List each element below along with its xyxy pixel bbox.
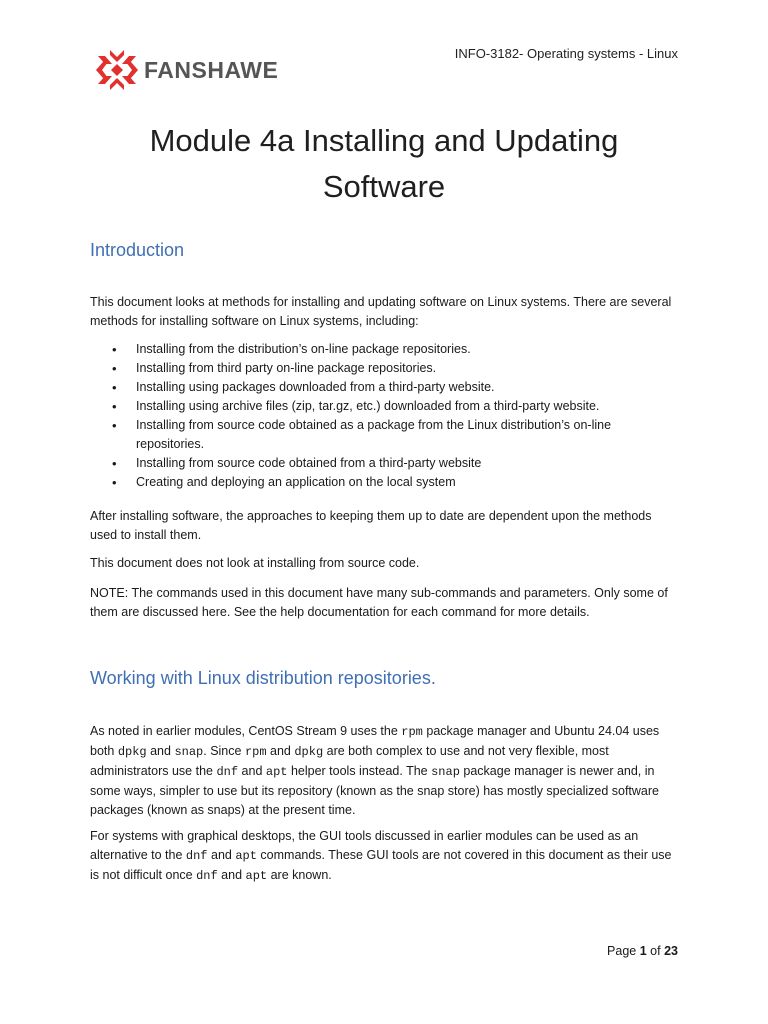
repos-paragraph-1: As noted in earlier modules, CentOS Stream 9 uses the rpm package manager and Ubuntu 24.04 uses both dpkg and snap. Since rpm and dpkg are both complex to use and not very flexible, most administrators use the dnf and apt helper tools instead. The snap package manager is newer and, in some ways, simpler to use but its repository (known as the snap store) has mostly specialized software packages (known as snaps) at the present time. [90, 724, 660, 817]
repos-paragraph-2: For systems with graphical desktops, the GUI tools discussed in earlier modules can be used as an alternative to the dnf and apt commands. These GUI tools are not covered in this document as their use is not difficult once dnf and apt are known. [90, 829, 672, 883]
page-title [96, 118, 672, 210]
install-methods-list [90, 340, 680, 492]
note-paragraph: NOTE: The commands used in this document have many sub-commands and parameters. Only some of them are discussed here. See the help documentation for each command for more details. [90, 586, 668, 619]
code-apt: apt [235, 849, 257, 863]
code-dnf: dnf [185, 849, 208, 863]
list-item: • Installing using archive files (zip, tar.gz, etc.) downloaded from a third-party website. [90, 397, 680, 416]
code-apt: apt [245, 869, 268, 883]
title-line-1: Module 4a Installing and Updating [149, 123, 619, 158]
code-dnf: dnf [216, 765, 239, 779]
list-item: • Installing from third party on-line package repositories. [90, 359, 680, 378]
source-code-paragraph: This document does not look at installing from source code. [90, 556, 420, 570]
list-item: • Installing from source code obtained as a package from the Linux distribution’s on-line repositories. [90, 416, 680, 454]
list-item: • Installing from source code obtained from a third-party website [90, 454, 680, 473]
code-snap: snap [174, 745, 204, 759]
code-rpm: rpm [401, 725, 423, 739]
heading-repositories: Working with Linux distribution repositories. [90, 668, 436, 688]
fanshawe-logo [96, 50, 278, 90]
code-dpkg: dpkg [117, 745, 147, 759]
updating-paragraph: After installing software, the approaches to keeping them up to date are dependent upon the methods used to install them. [90, 509, 652, 542]
current-page: 1 [639, 944, 647, 958]
title-line-2: Software [322, 169, 446, 204]
code-snap: snap [431, 765, 460, 779]
list-item: • Creating and deploying an application on the local system [90, 473, 680, 492]
logo-text: FANSHAWE [144, 56, 279, 83]
total-pages: 23 [664, 944, 678, 958]
intro-paragraph: This document looks at methods for installing and updating software on Linux systems. There are several methods for installing software on Linux systems, including: [90, 295, 672, 328]
code-dnf: dnf [196, 869, 218, 883]
fanshawe-emblem-icon [96, 50, 138, 90]
list-item: • Installing using packages downloaded from a third-party website. [90, 378, 680, 397]
code-rpm: rpm [244, 745, 267, 759]
code-apt: apt [265, 765, 288, 779]
course-code-header: INFO-3182- Operating systems - Linux [454, 46, 678, 61]
list-item: • Installing from the distribution’s on-line package repositories. [90, 340, 680, 359]
page-number-footer: Page 1 of 23 [607, 944, 678, 958]
heading-introduction: Introduction [90, 240, 185, 260]
code-dpkg: dpkg [294, 745, 324, 759]
